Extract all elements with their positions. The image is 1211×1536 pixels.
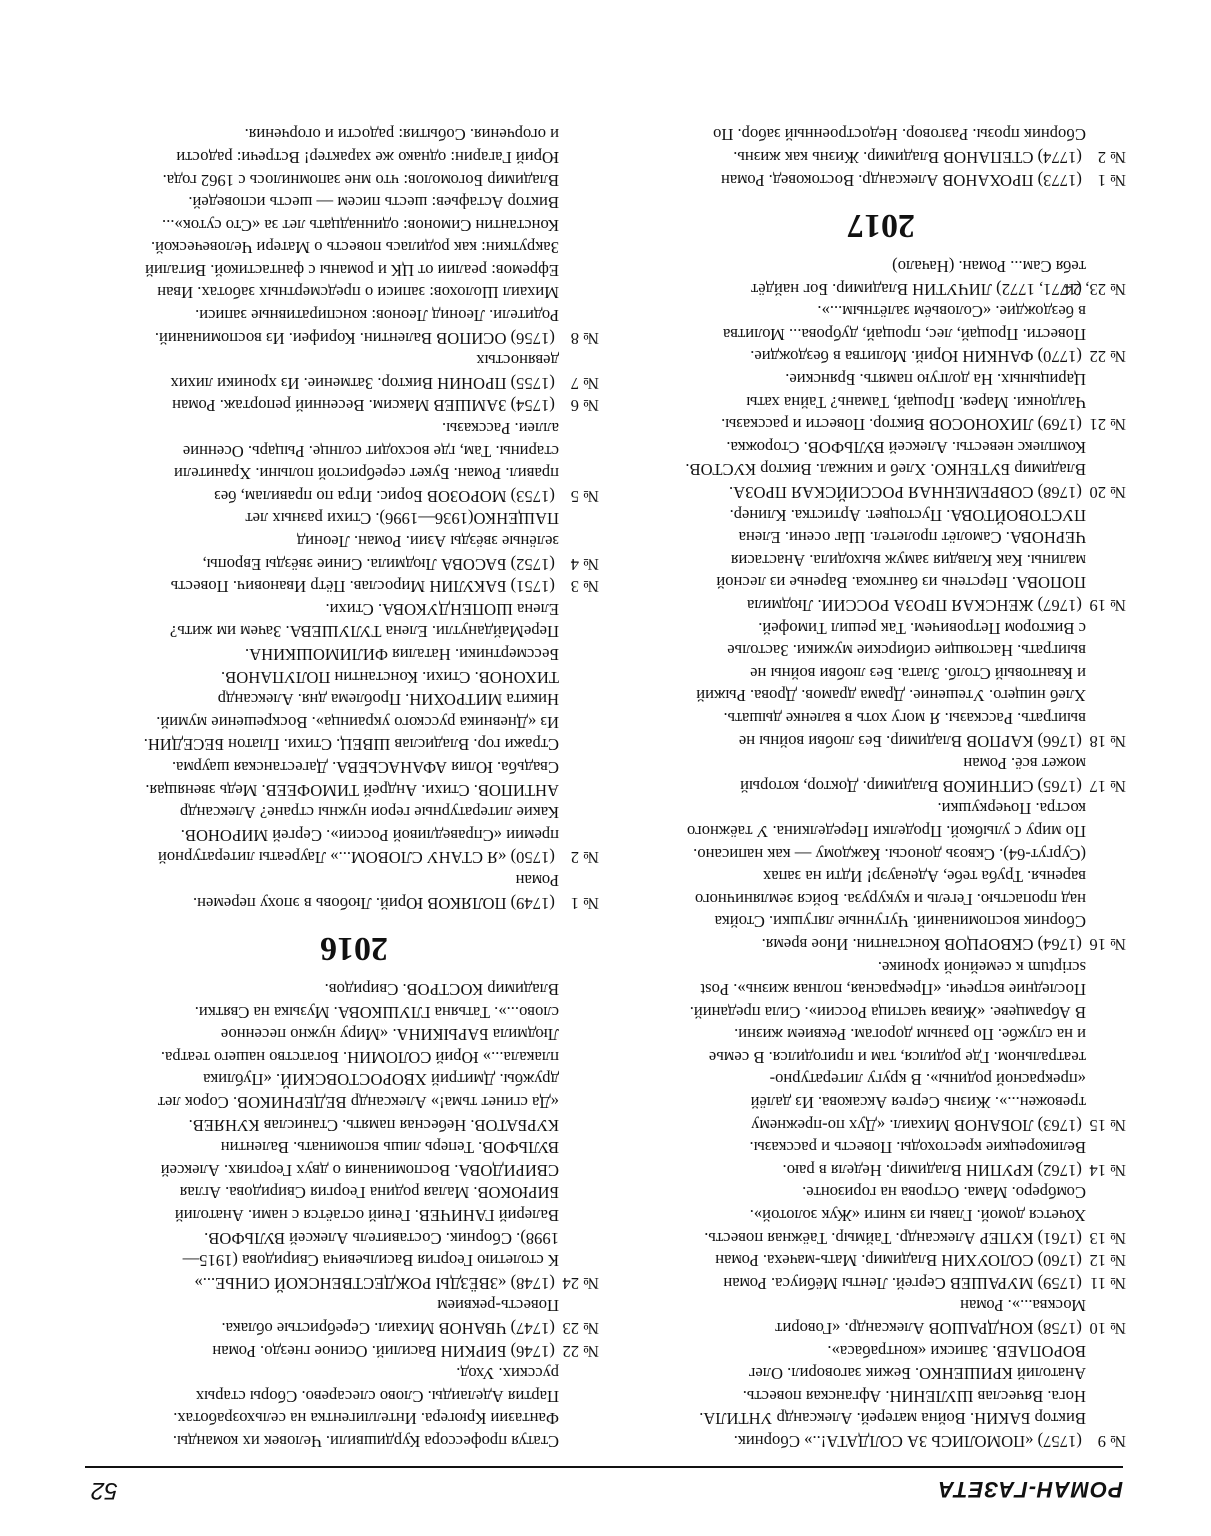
issue-number: № 3 — [570, 577, 599, 597]
entry-text: (1774) СТЕПАНОВ Владимир. Жизнь как жизнь. — [733, 147, 1082, 167]
catalog-entry-continuation — [636, 1407, 1126, 1430]
entry-text: Анатолий КРИШЕНКО. Бежик заговорил. Олег — [748, 1364, 1086, 1384]
entry-text: и на службе. По разным дорогам. Реквием жизни. — [734, 1025, 1086, 1045]
issue-number: № 6 — [570, 396, 599, 416]
catalog-entry — [636, 168, 1126, 191]
catalog-entry-continuation — [109, 1407, 599, 1430]
entry-text: Константин Симонов: одиннадцать лет за «Сто суток»... — [162, 215, 559, 235]
catalog-entry-continuation — [109, 191, 599, 214]
issue-number: № 14 — [1089, 1160, 1126, 1180]
entry-text: ПОПОВА. Перстень из бангкока. Варенье из лесной — [716, 573, 1086, 593]
catalog-entry-continuation — [109, 439, 599, 462]
entry-text: Москва...». Роман — [960, 1296, 1086, 1316]
catalog-entry-continuation — [636, 1068, 1126, 1091]
catalog-entry — [109, 1316, 599, 1339]
catalog-entry-continuation — [109, 642, 599, 665]
catalog-entry-continuation — [109, 1226, 599, 1249]
catalog-entry-continuation — [636, 458, 1126, 481]
catalog-entry-continuation — [109, 1023, 599, 1046]
catalog-entry-continuation — [636, 1294, 1126, 1317]
catalog-entry-continuation — [636, 1136, 1126, 1159]
issue-number: № 5 — [570, 486, 599, 506]
entry-text: тревожен...». Жизнь Сергея Аксакова. Из далёй — [750, 1093, 1086, 1113]
entry-text: (1753) МОРОЗОВ Борис. Игра по правилам, без — [214, 486, 555, 506]
catalog-entry — [636, 413, 1126, 436]
entry-text: (1767) ЖЕНСКАЯ ПРОЗА РОССИИ. Людмила — [746, 596, 1082, 616]
catalog-entry-continuation — [636, 955, 1126, 978]
catalog-entry-continuation — [109, 1045, 599, 1068]
entry-text: Статуя профессора Курдишвили. Человек их команды. — [172, 1432, 559, 1451]
catalog-entry — [109, 1271, 599, 1294]
catalog-entry-continuation — [636, 978, 1126, 1001]
entry-text: К столетию Георгия Васильевича Свиридова (1915— — [182, 1251, 559, 1271]
issue-number: № 23, 24 — [1064, 279, 1126, 299]
catalog-entry-continuation — [636, 1091, 1126, 1114]
right-column — [109, 123, 599, 1452]
catalog-entry-continuation — [636, 368, 1126, 391]
entry-text: Комплекс невесты. Алексей ВУЛЬФОВ. Сторожка. — [726, 437, 1086, 457]
entry-text: Владимир Богомолов: что мне запомнилось с 1962 года. — [162, 170, 559, 190]
catalog-entry-continuation — [636, 1362, 1126, 1385]
entry-text: выиграть. Рассказы. Я могу хоть в валенке дышать. — [723, 709, 1086, 728]
page-header — [85, 1466, 1123, 1508]
issue-number: № 2 — [1097, 147, 1126, 167]
entry-text: правил. Роман. Букет серебристой полыни. Хранители — [174, 464, 559, 484]
entry-text: Стражи гор. Владислав ШВЕЦ. Стихи. Платон БЕСЕДИН. — [143, 735, 559, 755]
entry-text: Роман — [515, 870, 559, 890]
catalog-entry — [636, 774, 1126, 797]
entry-text: (1761) КУПЕР Александр. Таймыр. Таёжная повесть. — [704, 1228, 1082, 1248]
entry-text: слово...». Татьяна ГЛУШКОВА. Музыка на Святки. — [194, 1002, 559, 1022]
catalog-entry-continuation — [636, 548, 1126, 571]
entry-text: аллеи. Рассказы. — [442, 419, 559, 439]
entry-text: Виктор Астафьев: шесть писем — шесть исповедей. — [188, 193, 559, 213]
catalog-entry — [109, 371, 599, 394]
issue-number: № 9 — [1097, 1432, 1126, 1451]
entry-text: Бессмертники. Наталия ФИЛИМОШКИНА. — [244, 645, 559, 664]
catalog-entry-continuation — [109, 688, 599, 711]
entry-text: костра. Почеркушки. — [937, 799, 1086, 819]
entry-text: Людмила БАРЫКИНА. «Миру нужно песенное — [220, 1025, 559, 1045]
catalog-entry-continuation — [109, 1203, 599, 1226]
entry-text: Хочется домой. Главы из книги «Жук золотой». — [749, 1206, 1086, 1226]
entry-text: и Квантовый Столб. Злата. Без любви войны не — [750, 663, 1086, 683]
catalog-entry — [636, 1249, 1126, 1272]
entry-text: девяностых — [476, 351, 559, 371]
catalog-entry-continuation — [109, 778, 599, 801]
entry-text: Виктор БАКИН. Война матерей. Александр УНТИЛА. — [699, 1409, 1086, 1429]
catalog-entry-continuation — [109, 1362, 599, 1385]
right-column-list-2016 — [109, 123, 599, 914]
entry-text: Валерий ГАНИЧЕВ. Гений остаётся с нами. Анатолий — [174, 1206, 559, 1226]
entry-text: (1771, 1772) ЛИЧУТИН Владимир. Бог найдёт — [750, 279, 1082, 299]
catalog-entry — [636, 1316, 1126, 1339]
entry-text: (1763) ЛОБАНОВ Михаил. «Дух по-прежнему — [751, 1115, 1082, 1135]
catalog-entry — [636, 729, 1126, 752]
catalog-entry — [109, 846, 599, 869]
catalog-entry-continuation — [636, 1045, 1126, 1068]
entry-text: (1747) ЧВАНОВ Михаил. Серебристые облака. — [221, 1319, 555, 1339]
catalog-entry-continuation — [636, 390, 1126, 413]
entry-text: (1754) ЗАМШЕВ Максим. Весенний репортаж. Роман — [172, 396, 555, 416]
catalog-entry-continuation — [109, 168, 599, 191]
entry-text: (1750) «Я СТАНУ СЛОВОМ...» Лауреаты литературной — [157, 848, 555, 868]
catalog-entry-continuation — [109, 755, 599, 778]
entry-text: По миру с улыбкой. Проделки Переделкина. У таёжного — [686, 821, 1086, 841]
issue-number: № 24 — [562, 1273, 599, 1293]
catalog-entry-continuation — [109, 1113, 599, 1136]
entry-text: Юрий Гагарин: однако же характер! Встречи: радости — [176, 147, 559, 167]
catalog-entry-continuation — [109, 1294, 599, 1317]
catalog-entry-continuation — [636, 1000, 1126, 1023]
catalog-entry-continuation — [636, 910, 1126, 933]
catalog-entry — [109, 484, 599, 507]
entry-text: Родители. Леонид Леонов: конспиративные записи. — [195, 306, 559, 326]
left-column-list — [636, 255, 1126, 1452]
entry-text: (1759) МУРАШЕВ Сергей. Ленты Мёбиуса. Роман — [723, 1273, 1082, 1293]
catalog-entry-continuation — [636, 639, 1126, 662]
catalog-entry-continuation — [636, 819, 1126, 842]
entry-text: варенья. Труба тебе, Аденауэр! Идти на запах — [762, 867, 1086, 887]
issue-number: № 23 — [562, 1319, 599, 1339]
entry-text: зелёные звёзды Азии. Роман. Леонид — [296, 532, 559, 552]
issue-number: № 21 — [1089, 415, 1126, 435]
catalog-entry — [636, 345, 1126, 368]
issue-number: № 16 — [1089, 934, 1126, 954]
catalog-entry-continuation — [109, 258, 599, 281]
magazine-title: РОМАН-ГАЗЕТА — [937, 1477, 1123, 1502]
issue-number: № 1 — [1097, 170, 1126, 190]
entry-text: Хлеб нищего. Утешение. Драма драмов. Дрова. Рыжий — [696, 686, 1086, 706]
entry-text: плакала...» Юрий СОЛОМИН. Богатство нашего театра. — [160, 1047, 559, 1067]
entry-text: (1764) СКВОРЦОВ Константин. Иное время. — [761, 934, 1082, 954]
entry-text: ВОРОПАЕВ. Записки «контрабаса». — [827, 1341, 1086, 1361]
catalog-entry — [109, 1339, 599, 1362]
catalog-entry-continuation — [636, 571, 1126, 594]
entry-text: тебя Сам... Роман. (Начало) — [892, 257, 1086, 277]
catalog-entry — [636, 1429, 1126, 1452]
catalog-entry-continuation — [109, 1181, 599, 1204]
entry-text: ПереМайданутли. Елена ТУЛУШЕВА. Зачем им жить? — [169, 622, 559, 642]
catalog-entry-continuation — [636, 1203, 1126, 1226]
entry-text: и огорчения. События: радости и огорчения. — [244, 125, 559, 145]
entry-text: Сборник прозы. Разговор. Недостроенный забор. По — [713, 125, 1086, 145]
page-number: 52 — [91, 1477, 118, 1504]
catalog-entry-continuation — [636, 526, 1126, 549]
entry-text: Сомбреро. Мама. Острова на горизонте. — [802, 1183, 1086, 1203]
entry-text: «прекрасной родины». В кругу литературно- — [769, 1070, 1086, 1090]
catalog-entry-continuation — [109, 1068, 599, 1091]
catalog-entry-continuation — [109, 801, 599, 824]
catalog-entry-continuation — [109, 1091, 599, 1114]
catalog-entry-continuation — [636, 842, 1126, 865]
catalog-entry-continuation — [636, 887, 1126, 910]
entry-text: (1760) СОЛОУХИН Владимир. Мать-мачеха. Роман — [715, 1251, 1082, 1271]
entry-text: БИРЮКОВ. Малая родина Георгия Свиридова. Аглая — [179, 1183, 559, 1203]
catalog-entry-continuation — [109, 145, 599, 168]
catalog-entry — [636, 593, 1126, 616]
entry-text: КУРБАТОВ. Небесная память. Станислав КУНЯЕВ. — [188, 1115, 559, 1135]
entry-text: «Да сгинет тьма!» Александр ВЕДЕРНИКОВ. Сорок лет — [157, 1093, 559, 1113]
catalog-entry-continuation — [636, 300, 1126, 323]
entry-text: Нога. Вячеслав ШУЛЕНИН. Афганская повесть. — [742, 1386, 1086, 1406]
entry-text: ПАЩЕНКО(1936—1996). Стихи разных лет — [245, 509, 559, 529]
entry-text: (1749) ПОЛЯКОВ Юрий. Любовь в эпоху перемен. — [193, 893, 555, 913]
entry-text: Последние встречи. «Прекрасная, полная жизнь». Post — [700, 980, 1086, 1000]
catalog-entry-continuation — [636, 752, 1126, 775]
catalog-entry — [636, 1226, 1126, 1249]
entry-text: может всё. Роман — [963, 754, 1086, 774]
catalog-entry-continuation — [109, 304, 599, 327]
issue-number: № 1 — [570, 893, 599, 913]
catalog-entry-continuation — [636, 503, 1126, 526]
entry-text: (1770) ФАНКИН Юрий. Молитва в бездождие. — [750, 347, 1082, 367]
catalog-entry-continuation — [109, 665, 599, 688]
catalog-entry — [636, 1158, 1126, 1181]
catalog-entry-continuation — [636, 322, 1126, 345]
catalog-entry-continuation — [636, 661, 1126, 684]
entry-text: Елена ШОПЕНДУКОВА. Стихи. — [325, 599, 559, 619]
issue-number: № 2 — [570, 848, 599, 868]
entry-text: (1755) ПРОНИН Виктор. Затмение. Из хроники лихих — [170, 373, 555, 393]
issue-number: № 20 — [1089, 483, 1126, 503]
entry-text: Из «Дневника русского украинца». Воскрешение мумий. — [156, 712, 559, 732]
entry-text: Закруткин: как родилась повесть о Матери Человеческой. — [150, 238, 559, 258]
catalog-entry — [109, 575, 599, 598]
entry-text: Чалдонки. Марея. Прощай, Тамань? Тайна хаты — [746, 392, 1086, 412]
catalog-entry-continuation — [109, 597, 599, 620]
catalog-entry-continuation — [109, 1384, 599, 1407]
entry-text: над пропастью. Гегель и кукуруза. Бойся земляничного — [694, 889, 1086, 909]
catalog-entry-continuation — [636, 1384, 1126, 1407]
entry-text: (1756) ОСИПОВ Валентин. Корифеи. Из воспоминаний. — [154, 328, 555, 348]
catalog-entry-continuation — [109, 1158, 599, 1181]
entry-text: Царицыных. На долгую память. Брянские. — [785, 370, 1086, 390]
catalog-entry — [636, 1271, 1126, 1294]
entry-text: (1757) «ПОМОЛИСЬ ЗА СОЛДАТА!..» Сборник. — [733, 1432, 1082, 1451]
entry-text: (1746) БИРКИН Василий. Осиное гнездо. Роман — [212, 1341, 555, 1361]
entry-text: премии «Справедливой России». Сергей МИРОНОВ. — [180, 825, 559, 845]
entry-text: Фантазии Крюгера. Интеллигентка на сельхозработах. — [173, 1409, 559, 1429]
entry-text: в бездождие. «Соловьём залётным...». — [817, 302, 1086, 322]
entry-text: Михаил Шолохов: записи о предсмертных заботах. Иван — [157, 283, 559, 303]
catalog-entry-continuation — [636, 255, 1126, 278]
catalog-entry-continuation — [109, 733, 599, 756]
entry-text: выиграть. Настоящие сибирские мужики. Застолье — [727, 641, 1086, 661]
catalog-entry-continuation — [109, 710, 599, 733]
catalog-entry-continuation — [636, 435, 1126, 458]
entry-text: (1769) ЛИХОНОСОВ Виктор. Повести и рассказы. — [721, 415, 1082, 435]
left-column-list-2017 — [636, 123, 1126, 191]
entry-text: Повести. Прощай, лес, прощай, дуброва... Молитва — [723, 324, 1086, 344]
entry-text: (1758) КОНДРАШОВ Александр. «Говорит — [775, 1319, 1082, 1339]
catalog-entry-continuation — [109, 1249, 599, 1272]
catalog-entry-continuation — [109, 823, 599, 846]
entry-text: Партия Аделаиды. Слово слесарево. Сборы старых — [195, 1386, 559, 1406]
entry-text: (1766) КАРПОВ Владимир. Без любви войны не — [738, 731, 1082, 751]
issue-number: № 8 — [570, 328, 599, 348]
catalog-entry-continuation — [636, 1181, 1126, 1204]
entry-text: ВУЛЬФОВ. Теперь лишь вспоминать. Валентин — [220, 1138, 559, 1158]
catalog-entry-continuation — [109, 123, 599, 146]
entry-text: старины. Там, где восходит солнце. Рыцарь. Осенние — [182, 441, 559, 461]
catalog-entry-continuation — [109, 529, 599, 552]
catalog-entry-continuation — [109, 281, 599, 304]
catalog-entry-continuation — [636, 123, 1126, 146]
issue-number: № 18 — [1089, 731, 1126, 751]
entry-text: Какие литературные герои нужны стране? Александр — [179, 803, 559, 823]
catalog-entry-continuation — [109, 868, 599, 891]
catalog-entry — [636, 277, 1126, 300]
issue-number: № 22 — [1089, 347, 1126, 367]
issue-number: № 13 — [1089, 1228, 1126, 1248]
catalog-entry-continuation — [109, 1429, 599, 1452]
catalog-entry-continuation — [109, 1000, 599, 1023]
entry-text: (1748) «ЗВЁЗДЫ РОЖДЕСТВЕНСКОЙ СИНЬЕ...» — [194, 1273, 555, 1293]
catalog-entry — [109, 891, 599, 914]
catalog-entry-continuation — [109, 236, 599, 259]
entry-text: Свадьба. Юлия АФАНАСЬЕВА. Дагестанская шаурма. — [171, 757, 559, 777]
issue-number: № 4 — [570, 554, 599, 574]
entry-text: с Виктором Петровичем. Так решил Тимофей. — [758, 618, 1086, 638]
entry-text: Ефремов: реалии от ЦК и романы с фантастикой. Виталий — [145, 260, 559, 280]
entry-text: ПУСТОВОЙТОВА. Пустоцвет. Артистка. Клинер. — [729, 505, 1086, 525]
catalog-entry — [109, 394, 599, 417]
catalog-entry-continuation — [636, 797, 1126, 820]
entry-text: scriptum к семейной хронике. — [877, 957, 1086, 977]
entry-text: Никита МИТРОХИН. Проблема дня. Александр — [217, 690, 559, 710]
catalog-entry-continuation — [109, 1136, 599, 1159]
catalog-entry-continuation — [636, 1339, 1126, 1362]
entry-text: Повесть-реквием — [437, 1296, 559, 1316]
catalog-entry — [636, 145, 1126, 168]
entry-text: ЧЕРНОВА. Самолёт пролетел. Шаг осени. Елена — [738, 528, 1086, 548]
entry-text: 1998). Сборник. Составитель Алексей ВУЛЬФОВ. — [204, 1228, 559, 1248]
issue-number: № 12 — [1089, 1251, 1126, 1271]
entry-text: Владимир БУТЕНКО. Хлеб и кинжал. Виктор КУСТОВ. — [685, 460, 1086, 480]
catalog-entry-continuation — [636, 616, 1126, 639]
entry-text: театральном. Где родился, там и пригодился. В семье — [708, 1047, 1086, 1067]
catalog-entry-continuation — [109, 462, 599, 485]
catalog-entry-continuation — [109, 349, 599, 372]
entry-text: Великорецкие крестоходы. Повесть и рассказы. — [749, 1138, 1086, 1158]
catalog-entry-continuation — [636, 865, 1126, 888]
issue-number: № 17 — [1089, 776, 1126, 796]
catalog-entry-continuation — [636, 706, 1126, 729]
year-heading-2017: 2017 — [847, 206, 915, 244]
issue-number: № 11 — [1090, 1273, 1126, 1293]
entry-text: (1762) КРУПИН Владимир. Неделя в раю. — [782, 1160, 1082, 1180]
entry-text: ТИХОНОВ. Стихи. Константин ПОЛУПАНОВ. — [221, 667, 559, 687]
catalog-entry — [109, 326, 599, 349]
issue-number: № 15 — [1089, 1115, 1126, 1135]
entry-text: (1765) СИТНИКОВ Владимир. Доктор, который — [740, 776, 1082, 796]
catalog-entry-continuation — [109, 620, 599, 643]
catalog-entry-continuation — [109, 416, 599, 439]
entry-text: Сборник воспоминаний. Чугунные лягушки. Стойка — [714, 912, 1086, 932]
catalog-entry-continuation — [109, 507, 599, 530]
catalog-entry — [636, 1113, 1126, 1136]
right-column-list-2015 — [109, 978, 599, 1452]
entry-text: (1773) ПРОХАНОВ Александр. Востоковед. Роман — [721, 170, 1082, 190]
catalog-entry-continuation — [636, 684, 1126, 707]
entry-text: АНТИПОВ. Стихи. Андрей ТИМОФЕЕВ. Медь звенящая. — [145, 780, 559, 800]
entry-text: (1768) СОВРЕМЕННАЯ РОССИЙСКАЯ ПРОЗА. — [729, 483, 1082, 503]
issue-number: № 22 — [562, 1341, 599, 1361]
issue-number: № 7 — [570, 373, 599, 393]
catalog-entry-continuation — [109, 213, 599, 236]
entry-text: русских. Уход. — [456, 1364, 559, 1384]
catalog-entry-continuation — [109, 978, 599, 1001]
entry-text: дружбы. Дмитрий ХВОРОСТОВСКИЙ. «Публика — [203, 1070, 559, 1090]
issue-number: № 10 — [1089, 1319, 1126, 1339]
entry-text: (1751) БАКУЛИН Мирослав. Пётр Иванович. Повесть — [170, 577, 555, 597]
entry-text: В Абрамцеве. «Живая частица России». Сила преданий. — [689, 1002, 1086, 1022]
entry-text: СВИРИДОВА. Воспоминания о двух Георгиях. Алексей — [160, 1160, 559, 1180]
catalog-entry — [636, 480, 1126, 503]
catalog-entry-continuation — [636, 1023, 1126, 1046]
catalog-entry — [636, 932, 1126, 955]
left-column — [636, 123, 1126, 1452]
catalog-entry — [109, 552, 599, 575]
year-heading-2016: 2016 — [320, 929, 388, 967]
entry-text: (1752) БАСОВА Людмила. Синие звёзды Европы, — [202, 554, 555, 574]
entry-text: (Сургут-64). Сквозь доносы. Каждому — как написано. — [693, 844, 1086, 864]
entry-text: Владимир КОСТРОВ. Свиридов. — [324, 980, 559, 1000]
entry-text: малины. Как Клавдия замуж выходила. Анастасия — [730, 550, 1086, 570]
issue-number: № 19 — [1089, 596, 1126, 616]
